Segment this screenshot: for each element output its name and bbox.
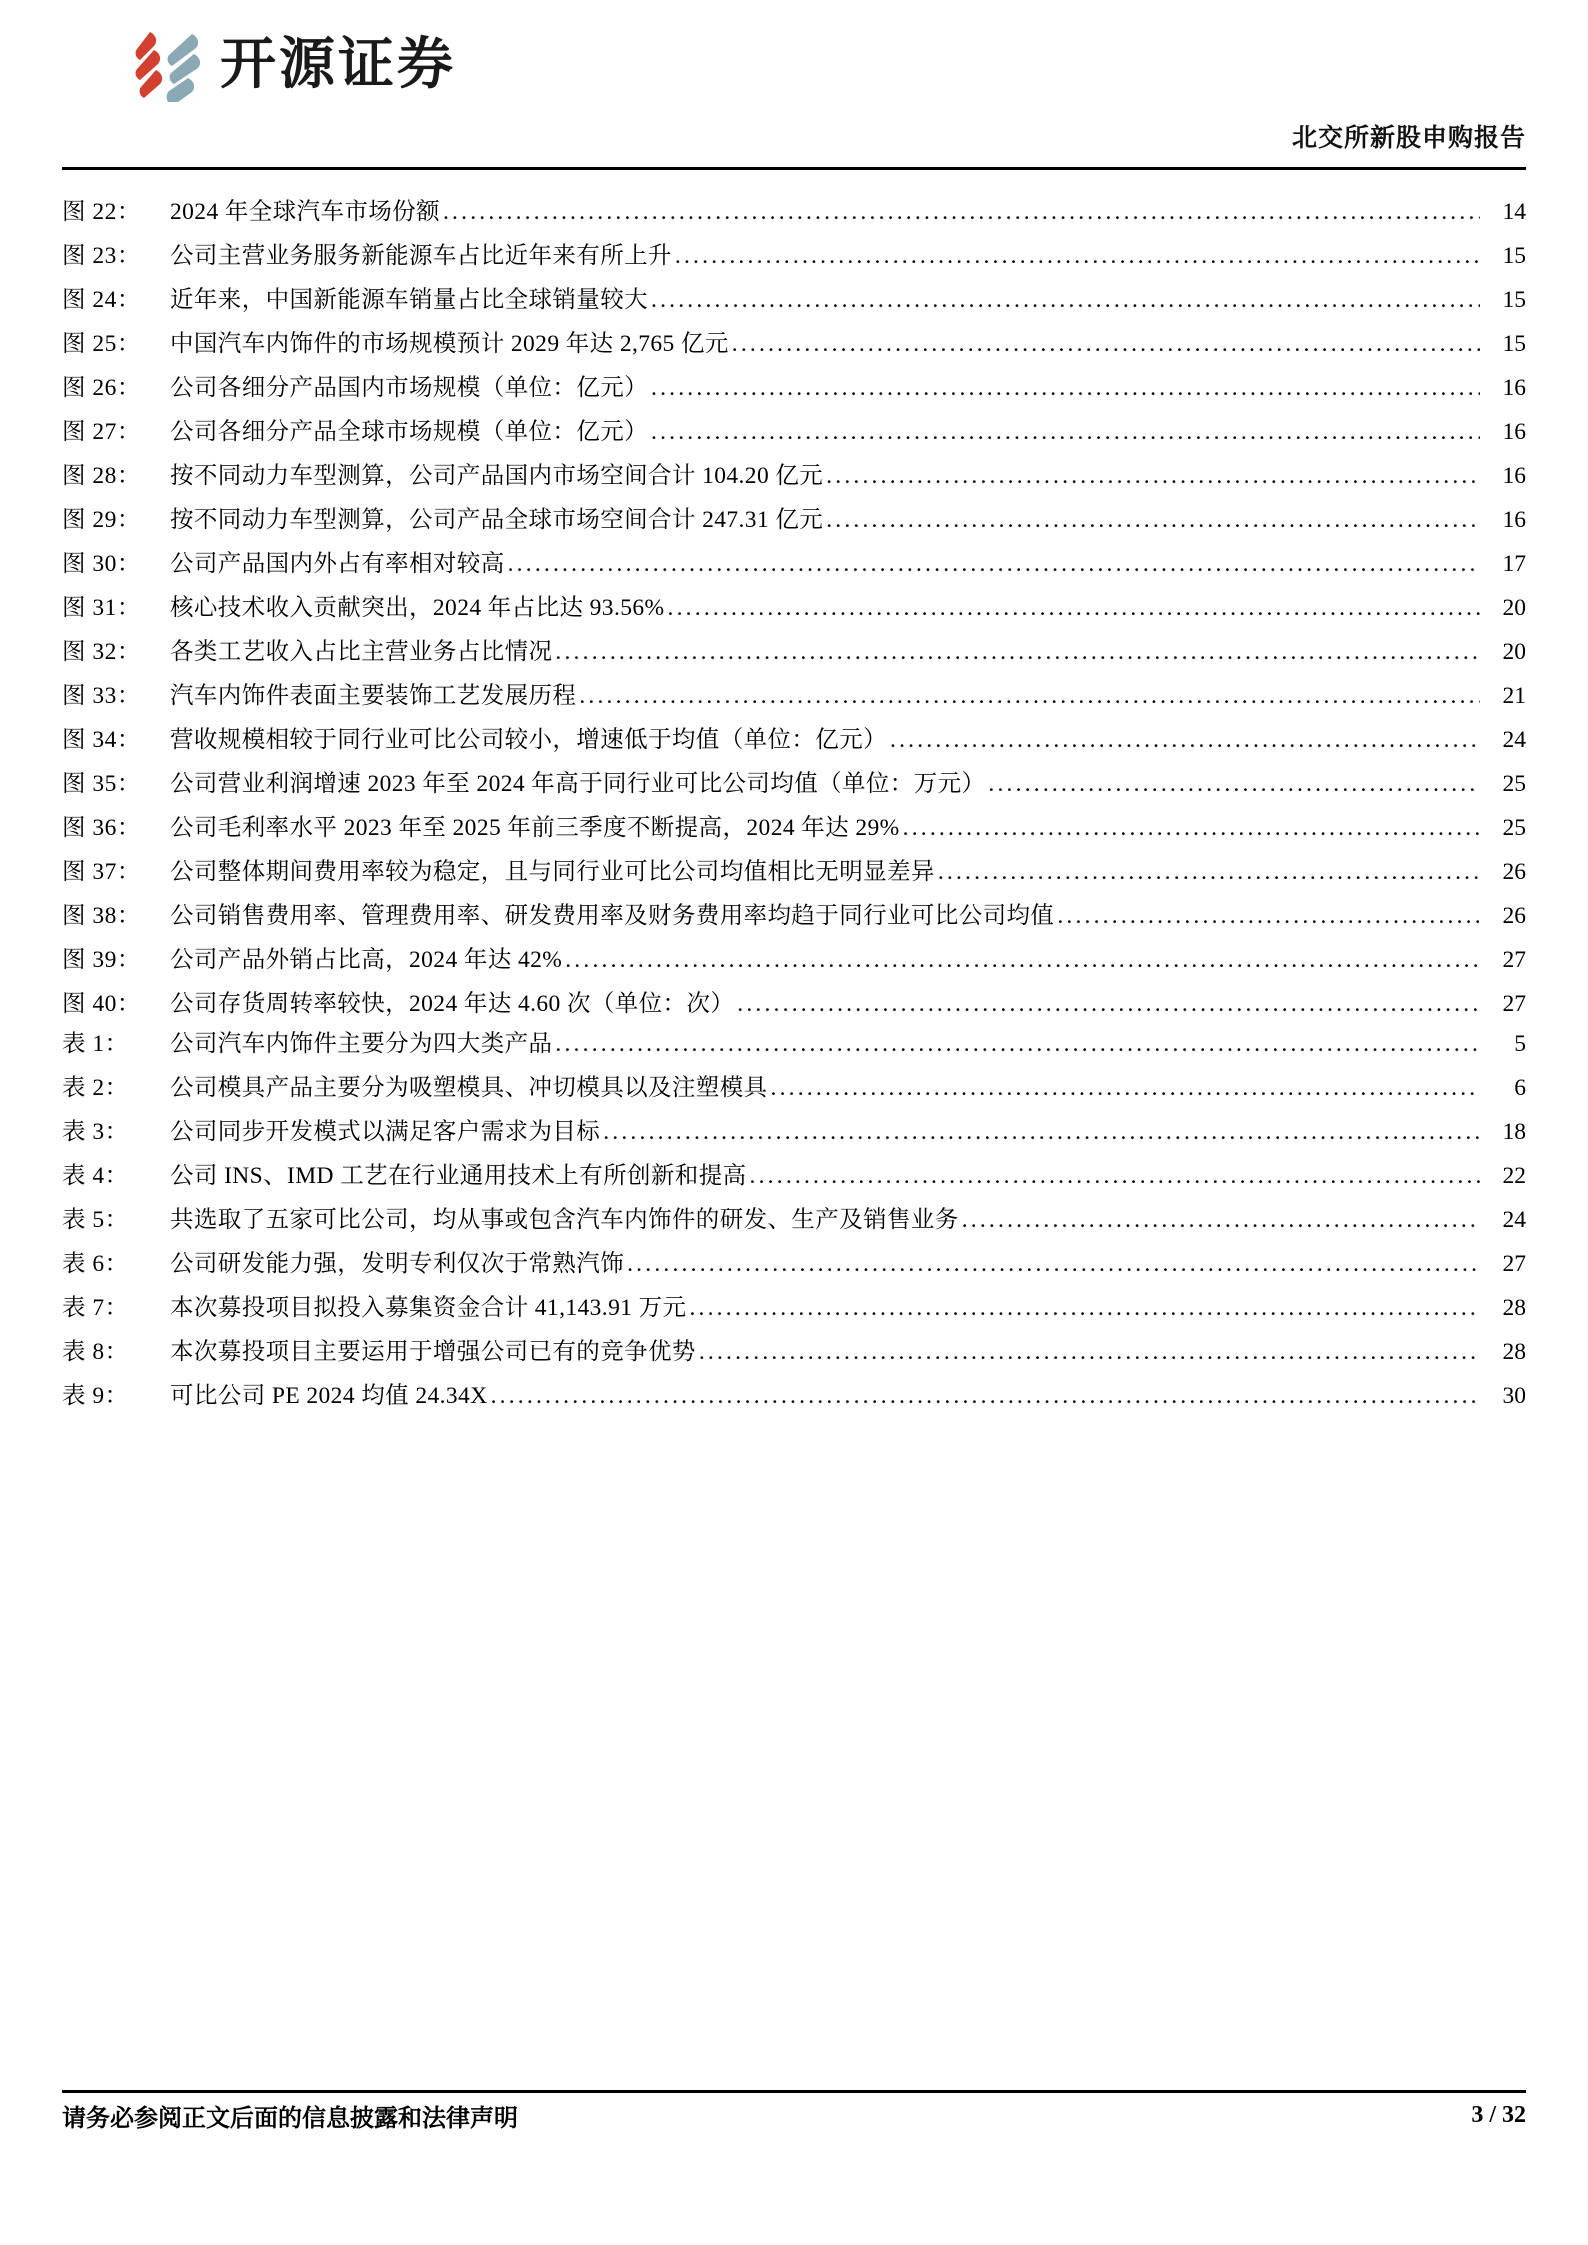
- figure-entry-label: 图 22：: [62, 199, 141, 225]
- figure-entry-title: 公司销售费用率、管理费用率、研发费用率及财务费用率均趋于同行业可比公司均值: [170, 903, 1055, 929]
- leader-dots: [826, 454, 1480, 498]
- figure-entry-page-number: 17: [1502, 551, 1526, 577]
- figure-entry[interactable]: [62, 454, 1526, 498]
- table-entry[interactable]: [62, 1286, 1526, 1330]
- figure-entry[interactable]: [62, 806, 1526, 850]
- figure-entry[interactable]: [62, 410, 1526, 454]
- figure-entry-page-number: 24: [1502, 727, 1526, 753]
- table-entry-label: 表 7：: [62, 1295, 129, 1321]
- leader-dots: [651, 278, 1480, 322]
- figure-entry-page-number: 16: [1502, 419, 1526, 445]
- leader-dots: [737, 982, 1480, 1026]
- leader-dots: [962, 1198, 1480, 1242]
- figure-entry[interactable]: [62, 894, 1526, 938]
- figure-entry-label: 图 34：: [62, 727, 141, 753]
- figure-entry-label: 图 37：: [62, 859, 141, 885]
- table-entry-title: 公司 INS、IMD 工艺在行业通用技术上有所创新和提高: [170, 1163, 747, 1189]
- leader-dots: [675, 234, 1480, 278]
- figure-entry-title: 近年来，中国新能源车销量占比全球销量较大: [170, 287, 648, 313]
- figure-entry-label: 图 27：: [62, 419, 141, 445]
- table-entry-page-number: 30: [1502, 1383, 1526, 1409]
- leader-dots: [732, 322, 1480, 366]
- figure-entry[interactable]: [62, 630, 1526, 674]
- figure-entry-title: 公司各细分产品全球市场规模（单位：亿元）: [170, 419, 648, 445]
- leader-dots: [668, 586, 1480, 630]
- table-entry-label: 表 8：: [62, 1339, 129, 1365]
- leader-dots: [771, 1066, 1481, 1110]
- figure-entry-title: 2024 年全球汽车市场份额: [170, 199, 440, 225]
- figure-entry[interactable]: [62, 938, 1526, 982]
- table-entry-title: 本次募投项目主要运用于增强公司已有的竞争优势: [170, 1339, 696, 1365]
- figure-entry-label: 图 36：: [62, 815, 141, 841]
- figure-entry-title: 营收规模相较于同行业可比公司较小，增速低于均值（单位：亿元）: [170, 727, 887, 753]
- figure-entry[interactable]: [62, 762, 1526, 806]
- figure-entry-title: 公司产品国内外占有率相对较高: [170, 551, 505, 577]
- leader-dots: [555, 1022, 1480, 1066]
- figure-entry-label: 图 35：: [62, 771, 141, 797]
- leader-dots: [651, 366, 1480, 410]
- leader-dots: [699, 1330, 1480, 1374]
- figure-entry[interactable]: [62, 850, 1526, 894]
- figure-list: [62, 190, 1526, 1026]
- figure-entry-page-number: 27: [1502, 947, 1526, 973]
- figure-entry-label: 图 23：: [62, 243, 141, 269]
- table-entry-page-number: 5: [1514, 1031, 1526, 1057]
- leader-dots: [988, 762, 1480, 806]
- figure-entry-title: 公司营业利润增速 2023 年至 2024 年高于同行业可比公司均值（单位：万元）: [170, 771, 986, 797]
- footer-divider: [62, 2090, 1526, 2093]
- table-entry-page-number: 28: [1502, 1295, 1526, 1321]
- figure-entry-page-number: 25: [1502, 815, 1526, 841]
- table-entry-page-number: 28: [1502, 1339, 1526, 1365]
- figure-entry-label: 图 38：: [62, 903, 141, 929]
- table-entry[interactable]: [62, 1022, 1526, 1066]
- leader-dots: [565, 938, 1480, 982]
- figure-entry-label: 图 28：: [62, 463, 141, 489]
- figure-entry-label: 图 29：: [62, 507, 141, 533]
- leader-dots: [938, 850, 1480, 894]
- footer-page-number: 3 / 32: [1471, 2102, 1526, 2128]
- figure-entry-title: 各类工艺收入占比主营业务占比情况: [170, 639, 553, 665]
- leader-dots: [491, 1374, 1480, 1418]
- leader-dots: [603, 1110, 1480, 1154]
- figure-entry-label: 图 24：: [62, 287, 141, 313]
- table-entry-page-number: 24: [1502, 1207, 1526, 1233]
- figure-entry[interactable]: [62, 542, 1526, 586]
- figure-entry-title: 按不同动力车型测算，公司产品国内市场空间合计 104.20 亿元: [170, 463, 824, 489]
- table-entry-label: 表 3：: [62, 1119, 129, 1145]
- figure-entry-title: 公司存货周转率较快，2024 年达 4.60 次（单位：次）: [170, 991, 735, 1017]
- figure-entry[interactable]: [62, 366, 1526, 410]
- figure-entry-title: 按不同动力车型测算，公司产品全球市场空间合计 247.31 亿元: [170, 507, 824, 533]
- figure-entry[interactable]: [62, 498, 1526, 542]
- page-footer: [62, 2098, 1526, 2133]
- leader-dots: [627, 1242, 1480, 1286]
- figure-entry-label: 图 31：: [62, 595, 141, 621]
- table-entry[interactable]: [62, 1198, 1526, 1242]
- figure-entry-title: 汽车内饰件表面主要装饰工艺发展历程: [170, 683, 577, 709]
- footer-disclaimer: 请务必参阅正文后面的信息披露和法律声明: [62, 2106, 518, 2132]
- figure-entry-page-number: 26: [1502, 859, 1526, 885]
- figure-entry-title: 核心技术收入贡献突出，2024 年占比达 93.56%: [170, 595, 665, 621]
- table-entry-label: 表 1：: [62, 1031, 129, 1057]
- figure-entry-label: 图 40：: [62, 991, 141, 1017]
- table-entry-title: 公司汽车内饰件主要分为四大类产品: [170, 1031, 553, 1057]
- header-divider: [62, 167, 1526, 170]
- brand-lockup: [128, 28, 456, 102]
- table-entry-label: 表 6：: [62, 1251, 129, 1277]
- figure-entry-label: 图 32：: [62, 639, 141, 665]
- figure-entry-title: 中国汽车内饰件的市场规模预计 2029 年达 2,765 亿元: [170, 331, 729, 357]
- page-header: [0, 0, 1588, 175]
- table-entry[interactable]: [62, 1330, 1526, 1374]
- leader-dots: [890, 718, 1480, 762]
- report-type-label: 北交所新股申购报告: [1291, 125, 1526, 152]
- figure-entry-page-number: 15: [1502, 243, 1526, 269]
- figure-entry-page-number: 27: [1502, 991, 1526, 1017]
- table-entry-label: 表 9：: [62, 1383, 129, 1409]
- table-entry[interactable]: [62, 1066, 1526, 1110]
- figure-entry-page-number: 20: [1502, 639, 1526, 665]
- figure-entry[interactable]: [62, 718, 1526, 762]
- leader-dots: [508, 542, 1480, 586]
- leader-dots: [903, 806, 1480, 850]
- figure-entry-label: 图 26：: [62, 375, 141, 401]
- figure-entry-title: 公司整体期间费用率较为稳定，且与同行业可比公司均值相比无明显差异: [170, 859, 935, 885]
- brand-name: 开源证券: [220, 32, 456, 97]
- figure-entry-page-number: 15: [1502, 331, 1526, 357]
- figure-entry[interactable]: [62, 278, 1526, 322]
- table-list: [62, 1022, 1526, 1418]
- table-entry-title: 公司研发能力强，发明专利仅次于常熟汽饰: [170, 1251, 625, 1277]
- leader-dots: [1057, 894, 1480, 938]
- figure-entry[interactable]: [62, 322, 1526, 366]
- table-entry-label: 表 5：: [62, 1207, 129, 1233]
- figure-entry-label: 图 39：: [62, 947, 141, 973]
- figure-entry-page-number: 16: [1502, 507, 1526, 533]
- table-entry[interactable]: [62, 1374, 1526, 1418]
- table-entry-page-number: 6: [1514, 1075, 1526, 1101]
- figure-entry-title: 公司产品外销占比高，2024 年达 42%: [170, 947, 563, 973]
- figure-entry-page-number: 16: [1502, 463, 1526, 489]
- figure-entry-title: 公司各细分产品国内市场规模（单位：亿元）: [170, 375, 648, 401]
- leader-dots: [826, 498, 1480, 542]
- table-entry-title: 可比公司 PE 2024 均值 24.34X: [170, 1383, 488, 1409]
- figure-entry-label: 图 25：: [62, 331, 141, 357]
- figure-entry-page-number: 14: [1502, 199, 1526, 225]
- figure-entry[interactable]: [62, 674, 1526, 718]
- leader-dots: [651, 410, 1480, 454]
- table-entry-title: 共选取了五家可比公司，均从事或包含汽车内饰件的研发、生产及销售业务: [170, 1207, 959, 1233]
- leader-dots: [555, 630, 1480, 674]
- leader-dots: [579, 674, 1480, 718]
- figure-entry-page-number: 26: [1502, 903, 1526, 929]
- figure-entry[interactable]: [62, 982, 1526, 1026]
- figure-entry-title: 公司主营业务服务新能源车占比近年来有所上升: [170, 243, 672, 269]
- table-entry[interactable]: [62, 1154, 1526, 1198]
- figure-entry-label: 图 33：: [62, 683, 141, 709]
- leader-dots: [443, 190, 1480, 234]
- figure-entry-page-number: 20: [1502, 595, 1526, 621]
- figure-entry-page-number: 16: [1502, 375, 1526, 401]
- table-entry-title: 公司同步开发模式以满足客户需求为目标: [170, 1119, 601, 1145]
- figure-entry-page-number: 15: [1502, 287, 1526, 313]
- kaiyuan-securities-logo-icon: [128, 28, 204, 102]
- table-entry-label: 表 4：: [62, 1163, 129, 1189]
- table-entry-title: 公司模具产品主要分为吸塑模具、冲切模具以及注塑模具: [170, 1075, 768, 1101]
- table-entry[interactable]: [62, 1242, 1526, 1286]
- leader-dots: [689, 1286, 1480, 1330]
- table-entry-page-number: 18: [1502, 1119, 1526, 1145]
- table-entry-page-number: 27: [1502, 1251, 1526, 1277]
- table-entry-title: 本次募投项目拟投入募集资金合计 41,143.91 万元: [170, 1295, 687, 1321]
- figure-entry-title: 公司毛利率水平 2023 年至 2025 年前三季度不断提高，2024 年达 29%: [170, 815, 900, 841]
- figure-entry-page-number: 21: [1502, 683, 1526, 709]
- figure-entry[interactable]: [62, 190, 1526, 234]
- figure-entry[interactable]: [62, 586, 1526, 630]
- table-entry[interactable]: [62, 1110, 1526, 1154]
- figure-entry[interactable]: [62, 234, 1526, 278]
- table-entry-label: 表 2：: [62, 1075, 129, 1101]
- figure-entry-page-number: 25: [1502, 771, 1526, 797]
- figure-entry-label: 图 30：: [62, 551, 141, 577]
- leader-dots: [750, 1154, 1480, 1198]
- table-entry-page-number: 22: [1502, 1163, 1526, 1189]
